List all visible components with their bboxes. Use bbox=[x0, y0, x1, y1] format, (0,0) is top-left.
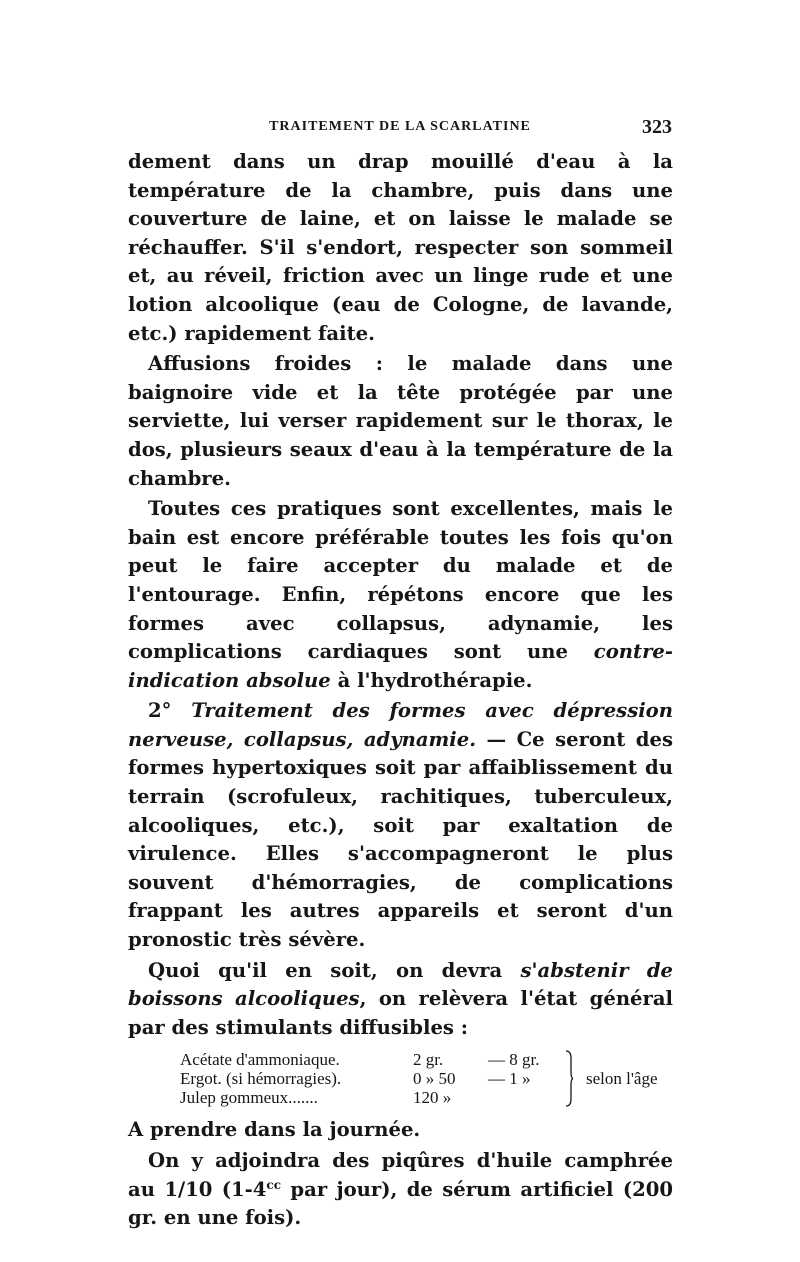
paragraph-7-end: par jour), de sérum artificiel (200 gr. en une fois). bbox=[128, 1177, 673, 1230]
dose-min: 120 » bbox=[413, 1088, 452, 1108]
page-number: 323 bbox=[642, 116, 672, 138]
paragraph-6: A prendre dans la journée. bbox=[128, 1118, 421, 1142]
page-body bbox=[128, 148, 673, 1233]
dose-min: 0 » 50 bbox=[413, 1069, 456, 1089]
paragraph-3 bbox=[128, 495, 673, 695]
paragraph-4-text: — Ce seront des formes hypertoxiques soit par affaiblissement du terrain (scrofuleux, rachitiques, tuberculeux, alcooliques, etc.), soit par exaltation de virulence. Elles s'accompagneront le plus souvent d'hémorragies, de complications frappant les autres appareils et seront d'un pronostic très sévère. bbox=[128, 727, 673, 952]
dose-max: — 8 gr. bbox=[488, 1050, 540, 1070]
paragraph-5 bbox=[128, 957, 673, 1043]
running-title: TRAITEMENT DE LA SCARLATINE bbox=[269, 119, 531, 134]
drug-name: Ergot. (si hémorragies). bbox=[180, 1069, 342, 1089]
emphasis-abstenir: s'abstenir de boissons alcooliques bbox=[128, 958, 673, 1011]
paragraph-3-end: à l'hydrothérapie. bbox=[330, 668, 533, 692]
paragraph-7 bbox=[128, 1147, 673, 1233]
paragraph-3-text: Toutes ces pratiques sont excellentes, mais le bain est encore préférable toutes les fois qu'on peut le faire accepter du malade et de l'entourage. Enfin, répétons encore que les formes avec collapsus, adynamie, les complications cardiaques sont une bbox=[128, 497, 673, 664]
paragraph-7-text: On y adjoindra des piqûres d'huile camphrée au 1/10 (1-4 bbox=[128, 1149, 673, 1201]
unit-superscript: cc bbox=[266, 1177, 282, 1192]
paragraph-4 bbox=[128, 697, 673, 954]
page-header bbox=[128, 116, 672, 140]
curly-brace-icon bbox=[564, 1050, 574, 1107]
section-number: 2° bbox=[148, 699, 192, 723]
section-heading: Traitement des formes avec dépression nerveuse, collapsus, adynamie. bbox=[128, 699, 673, 751]
dose-max: — 1 » bbox=[488, 1069, 531, 1089]
paragraph-1: dement dans un drap mouillé d'eau à la température de la chambre, puis dans une couverture de laine, et on laisse le malade se réchauffer. S'il s'endort, respecter son sommeil et, au réveil, friction avec un linge rude et une lotion alcoolique (eau de Cologne, de lavande, etc.) rapidement faite. bbox=[128, 150, 673, 345]
dosage-note: selon l'âge bbox=[586, 1069, 658, 1089]
dose-min: 2 gr. bbox=[413, 1050, 444, 1070]
paragraph-2: Affusions froides : le malade dans une baignoire vide et la tête protégée par une serviette, lui verser rapidement sur le thorax, le dos, plusieurs seaux d'eau à la température de la chambre. bbox=[128, 352, 673, 490]
paragraph-5-end: , on relèvera l'état général par des stimulants diffusibles : bbox=[128, 987, 673, 1039]
drug-name: Julep gommeux....... bbox=[180, 1088, 318, 1108]
emphasis-contre-indication: contre-indication absolue bbox=[128, 640, 673, 692]
prescription-table bbox=[128, 1050, 673, 1108]
drug-name: Acétate d'ammoniaque. bbox=[180, 1050, 340, 1070]
paragraph-5-text: Quoi qu'il en soit, on devra bbox=[148, 958, 521, 982]
